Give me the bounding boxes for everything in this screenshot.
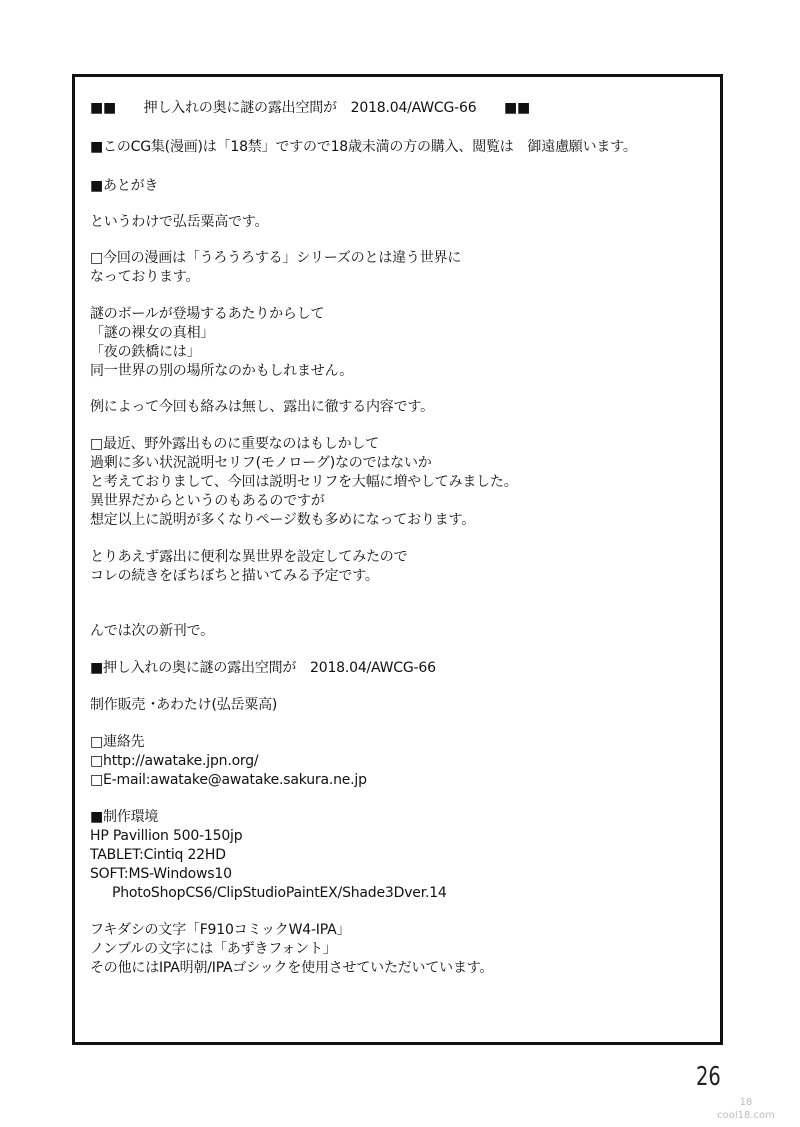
text-line: 異世界だからというのもあるのですが [90, 493, 325, 509]
header-title-line: ■■ 押し入れの奥に謎の露出空間が 2018.04/AWCG-66 ■■ [90, 100, 531, 116]
svg-text:cool18.com: cool18.com [717, 1110, 775, 1121]
env-tablet: TABLET:Cintiq 22HD [90, 847, 226, 863]
text-line: とりあえず露出に便利な異世界を設定してみたので [90, 549, 408, 565]
text-line: コレの続きをぼちぼちと描いてみる予定です。 [90, 568, 379, 584]
svg-text:18: 18 [739, 1097, 753, 1108]
email-link[interactable]: □E-mail:awatake@awatake.sakura.ne.jp [90, 772, 367, 788]
env-software: SOFT:MS-Windows10 [90, 866, 232, 882]
text-line: 想定以上に説明が多くなりページ数も多めになっております。 [90, 512, 475, 528]
text-line: んでは次の新刊で。 [90, 623, 214, 639]
text-line: 「夜の鉄橋には」 [90, 344, 201, 360]
watermark-logo [700, 1094, 792, 1122]
text-line: 例によって今回も絡みは無し、露出に徹する内容です。 [90, 399, 434, 415]
text-line: と考えておりまして、今回は説明セリフを大幅に増やしてみました。 [90, 474, 518, 490]
title-line: ■押し入れの奥に謎の露出空間が 2018.04/AWCG-66 [90, 660, 436, 676]
font-credit-line: フキダシの文字「F910コミックW4-IPA」 [90, 922, 351, 938]
environment-heading: ■制作環境 [90, 809, 159, 825]
contact-heading: □連絡先 [90, 734, 145, 750]
page-number: 26 [696, 1062, 721, 1092]
env-computer: HP Pavillion 500-150jp [90, 828, 243, 844]
text-line: というわけで弘岳粟高です。 [90, 214, 269, 230]
age-restriction-notice: ■このCG集(漫画)は「18禁」ですので18歳未満の方の購入、閲覧は 御遠慮願います。 [90, 139, 637, 155]
text-line: □最近、野外露出ものに重要なのはもしかして [90, 436, 380, 452]
publisher-line: 制作販売 ･あわたけ(弘岳粟高) [90, 697, 278, 713]
text-line: 謎のボールが登場するあたりからして [90, 306, 325, 322]
text-line: 同一世界の別の場所なのかもしれません。 [90, 363, 354, 379]
afterword-heading: ■あとがき [90, 178, 159, 194]
text-line: □今回の漫画は「うろうろする」シリーズのとは違う世界に [90, 250, 462, 266]
text-line: 過剰に多い状況説明セリフ(モノローグ)なのではないか [90, 455, 432, 471]
text-line: 「謎の裸女の真相」 [90, 325, 215, 341]
text-line: なっております。 [90, 269, 200, 285]
font-credit-line: ノンブルの文字には「あずきフォント」 [90, 941, 337, 957]
env-software-apps: PhotoShopCS6/ClipStudioPaintEX/Shade3Dver.14 [112, 885, 447, 901]
font-credit-line: その他にはIPA明朝/IPAゴシックを使用させていただいています。 [90, 960, 494, 976]
website-link[interactable]: □http://awatake.jpn.org/ [90, 753, 259, 769]
